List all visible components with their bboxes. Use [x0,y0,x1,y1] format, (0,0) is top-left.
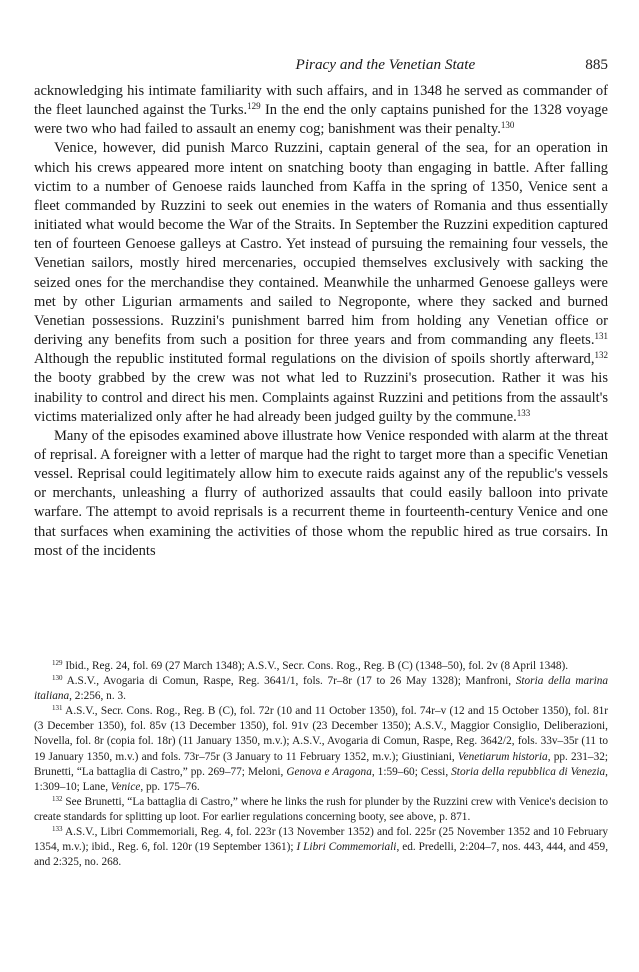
paragraph-text: acknowledging his intimate familiarity with such affairs, and in 1348 he served as commander of the fleet launched against the Turks. [34,83,608,119]
page-number: 885 [585,56,608,73]
paragraph-3: Many of the episodes examined above illustrate how Venice responded with alarm at the threat of reprisal. A foreigner with a letter of marque had the right to target more than a specific Venetian vessel. Reprisal could legitimately allow him to execute raids against any of the republic's vessels or merchants, unleashing a flurry of authorized assaults that could easily balloon into private warfare. The attempt to avoid reprisals is a recurrent theme in fourteenth-century Venice and one that surfaces when examining the activities of those whom the republic hired as true corsairs. In most of the incidents [34,427,608,559]
footnote-text: , pp. 231–32; Brunetti, “La battaglia di Castro,” pp. 269–77; Meloni, [34,750,609,778]
footnote-text: , pp. 175–76. [140,780,200,793]
note-ref-130: 130 [500,120,515,131]
footnote-title: Venice [110,780,141,793]
footnote-132 [34,795,608,825]
footnote-title: Storia della marina italiana [34,675,609,703]
paragraph-text: In the end the only captains punished for the 1328 voyage were two who had failed to assault an enemy cog; banishment was their penalty. [34,102,608,138]
footnote-text: A.S.V., Avogaria di Comun, Raspe, Reg. 3641/1, fols. 7r–8r (17 to 26 May 1328); Manfroni, [62,675,516,688]
footnote-number: 130 [52,674,63,683]
footnote-text: , 2:256, n. 3. [69,690,126,703]
footnotes [34,659,608,870]
footnote-number: 133 [52,825,63,834]
footnote-number: 129 [52,659,63,668]
note-ref-129: 129 [247,101,261,112]
footnote-text: A.S.V., Libri Commemoriali, Reg. 4, fol. 223r (13 November 1352) and fol. 225r (25 November 1352 and 10 February 1354, m.v.); ibid., Reg. 6, fol. 120r (19 September 1361); [34,826,608,854]
footnote-text: A.S.V., Secr. Cons. Rog., Reg. B (C), fol. 72r (10 and 11 October 1350), fol. 74r–v (12 and 15 October 1350), fol. 81r (3 December 1350), fol. 85v (13 December 1350), fol. 91v (23 December 1350); A.S.V., Maggior Consiglio, Deliberazioni, Novella, fol. 8r (copia fol. 18r) (11 January 1350, m.v.); A.S.V., Avogaria di Comun, Raspe, Reg. 3642/2, fols. 33v–35r (11 to 19 January 1350, m.v.) and fols. 73r–75r (3 January to 11 February 1352, m.v.); Giustiniani, [34,705,608,763]
footnote-text: , 1:59–60; Cessi, [371,765,452,778]
running-title: Piracy and the Venetian State [295,56,476,73]
footnote-133 [34,825,608,870]
paragraph-text: Venice, however, did punish Marco Ruzzini, captain general of the sea, for an operation in which his crews appeared more intent on snatching booty than engaging in battle. After falling victim to a number of Genoese raids launched from Kaffa in the spring of 1350, Venice sent a fleet commanded by Ruzzini to seek out enemies in the waters of Romania and thus essentially initiated what would become the War of the Straits. In September the Ruzzini expedition captured ten of fourteen Genoese galleys at Castro. Yet instead of pursuing the remaining four vessels, the Venetian sailors, mostly hired mercenaries, occupied themselves exclusively with sacking the seized ones for the merchandise they contained. Meanwhile the unharmed Genoese galleys were met by other Ligurian armaments and sailed to Negroponte, where they sacked and burned Venetian possessions. Ruzzini's punishment barred him from holding any Venetian office or deriving any benefits from such a position for three years and from commanding any fleets. [34,140,608,349]
footnote-text: See Brunetti, “La battaglia di Castro,” where he links the rush for plunder by the Ruzzini crew with Venice's decision to create standards for splitting up loot. For earlier regulations concerning booty, see above, p. 871. [34,795,608,823]
footnote-number: 131 [52,704,63,713]
paragraph-text: the booty grabbed by the crew was not what led to Ruzzini's prosecution. Rather it was his inability to control and direct his men. Complaints against Ruzzini and petitions from the assault's victims materialized only after he had already been judged guilty by the commune. [34,370,608,425]
note-ref-133: 133 [516,407,531,418]
footnote-title: Venetiarum historia [457,750,548,763]
note-ref-132: 132 [594,350,608,361]
footnote-text: , ed. Predelli, 2:204–7, nos. 443, 444, and 459, and 2:325, no. 268. [34,841,609,869]
footnote-130 [34,674,608,704]
footnote-number: 132 [52,795,63,803]
footnote-text: Ibid., Reg. 24, fol. 69 (27 March 1348); A.S.V., Secr. Cons. Rog., Reg. B (C) (1348–50), fol. 2v (8 April 1348). [62,660,569,672]
main-text [34,82,608,561]
paragraph-1 [34,82,608,139]
footnote-title: I Libri Commemoriali [296,841,397,854]
footnote-129 [34,659,608,674]
running-header [34,56,608,74]
footnote-title: Storia della repubblica di Venezia [451,765,606,778]
footnote-text: , 1:309–10; Lane, [34,765,608,793]
note-ref-131: 131 [594,331,608,342]
footnote-131 [34,704,608,795]
paragraph-text: Although the republic instituted formal regulations on the division of spoils shortly afterward, [34,351,595,368]
paragraph-2 [34,139,608,426]
footnote-title: Genova e Aragona [286,765,372,778]
